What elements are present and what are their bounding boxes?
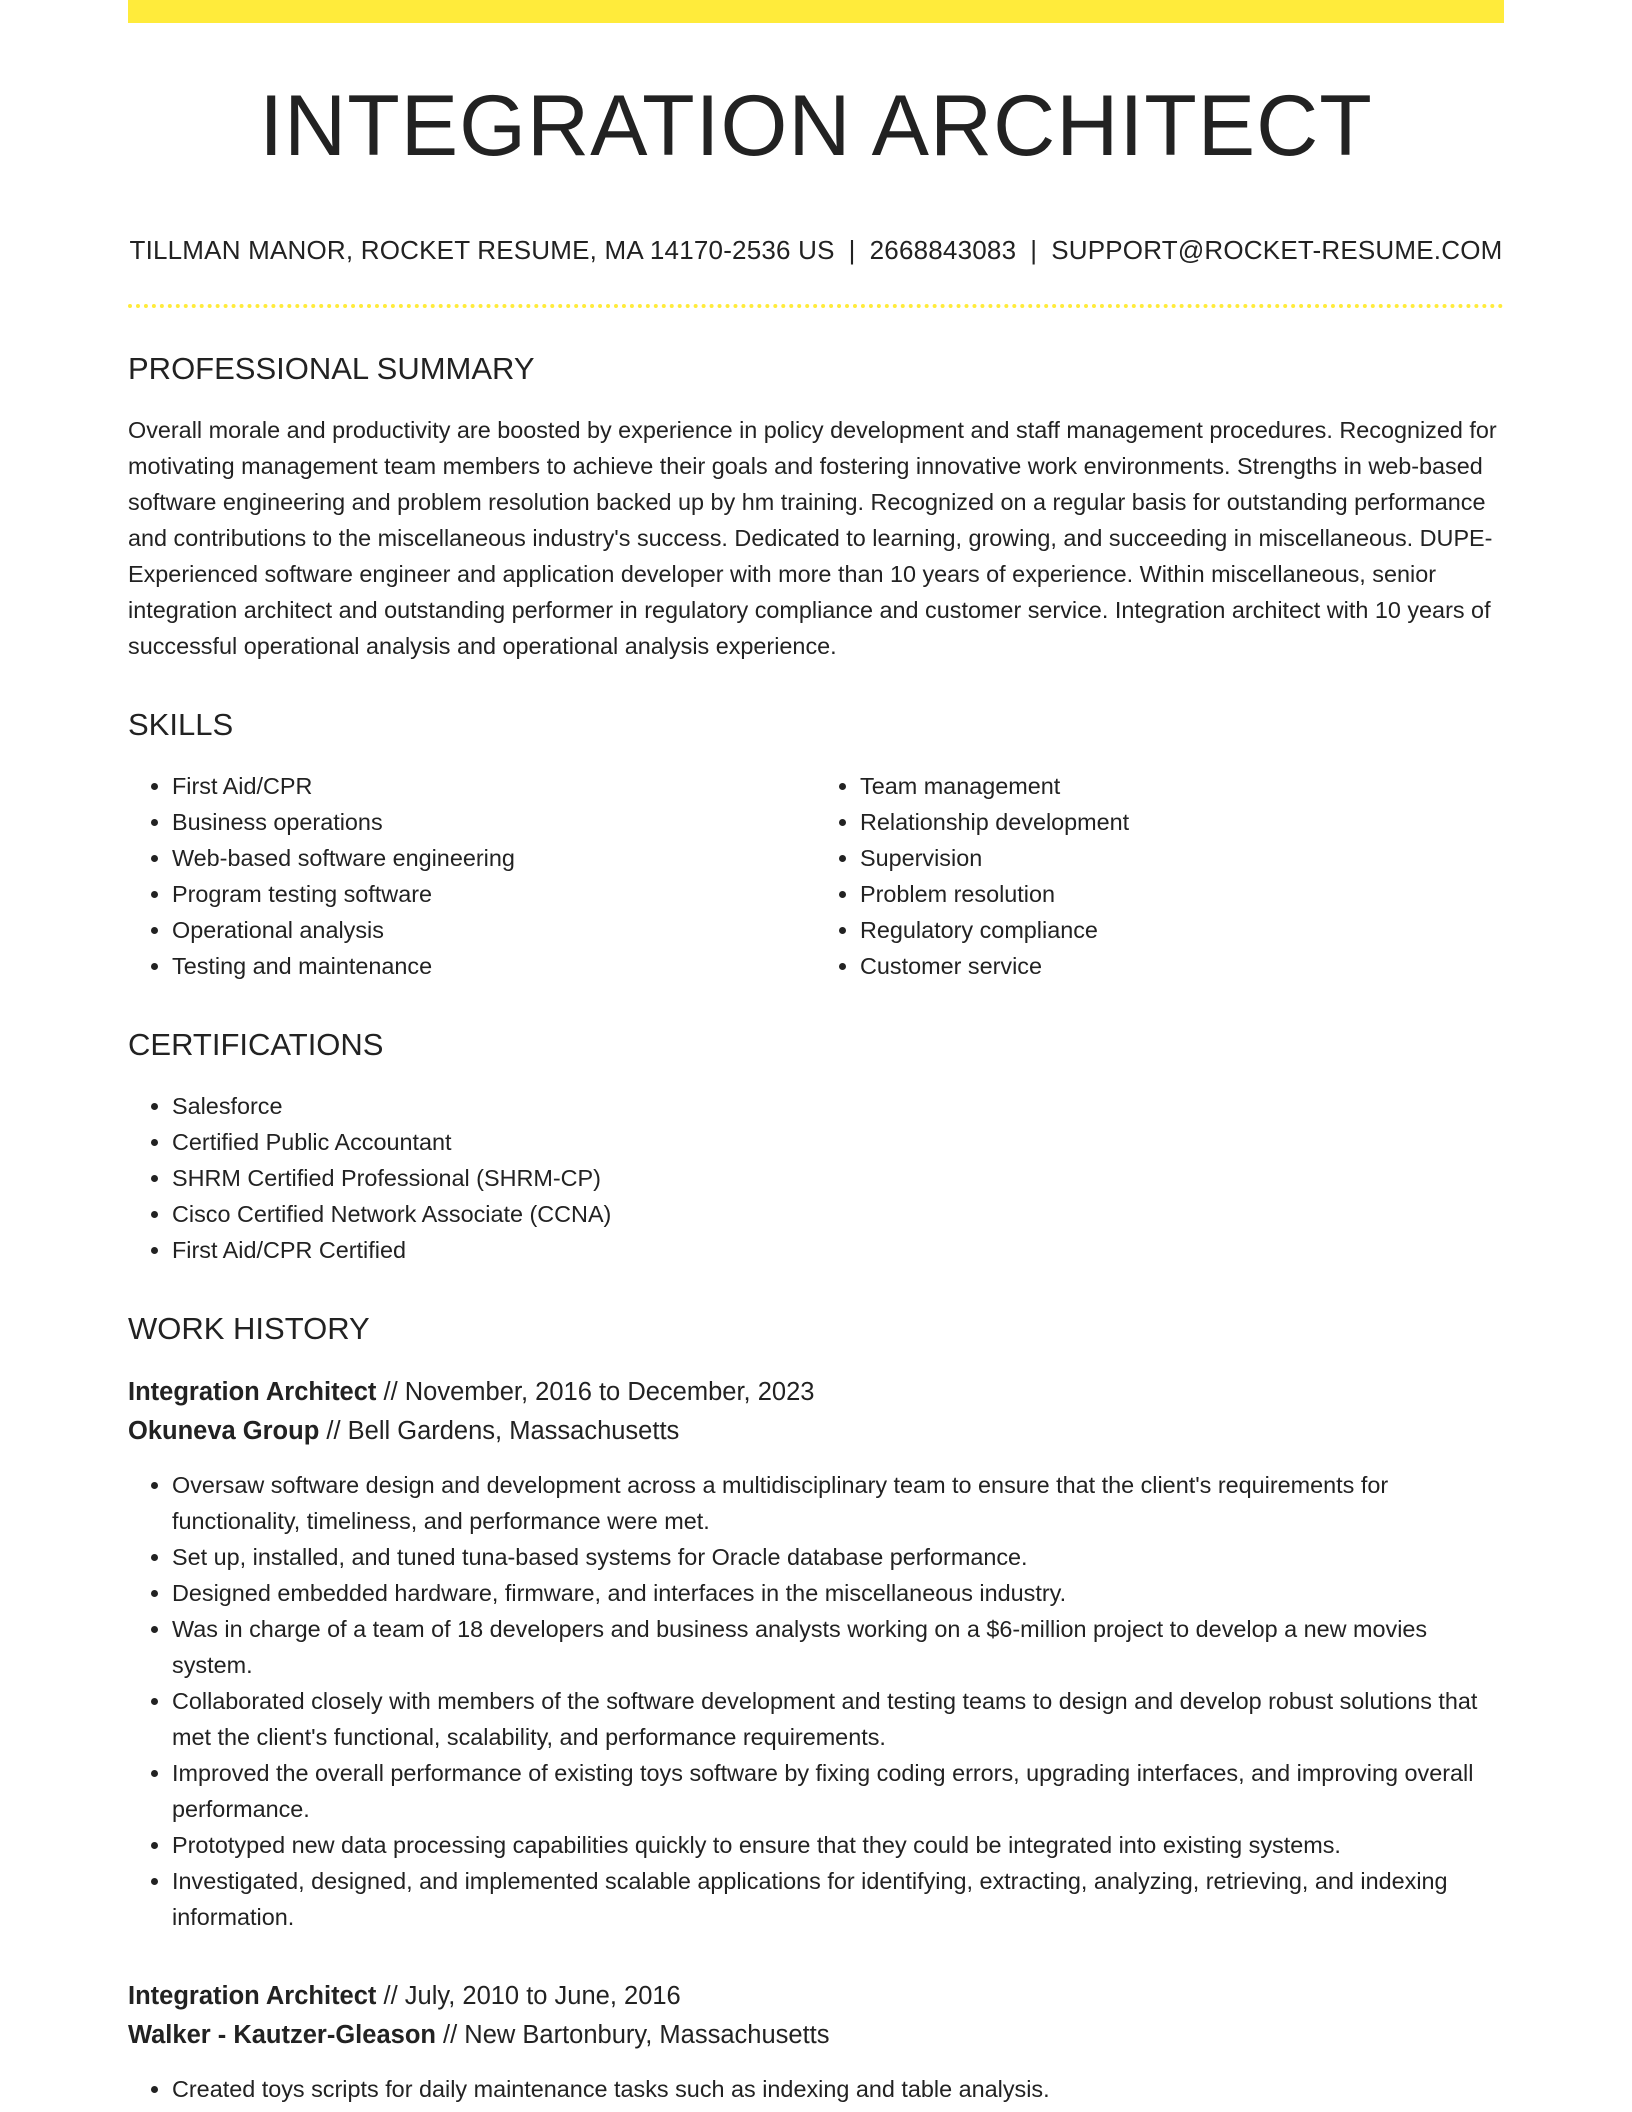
job-bullet: • Oversaw software design and development across a multidisciplinary team to ensure that the client's requirements for functionality, timeliness, and performance were met. [172, 1467, 1504, 1539]
skill-item: • Web-based software engineering [172, 840, 816, 876]
job-company-line [128, 2016, 1504, 2055]
job-bullet: • Set up, installed, and tuned tuna-based systems for Oracle database performance. [172, 1539, 1504, 1575]
job-company-line [128, 1412, 1504, 1451]
job-company: Okuneva Group [128, 1416, 320, 1445]
job-role: Integration Architect [128, 1377, 377, 1406]
skills-right-column [816, 768, 1504, 984]
skill-item: • Program testing software [172, 876, 816, 912]
job-bullet: • Created toys scripts for daily maintenance tasks such as indexing and table analysis. [172, 2071, 1504, 2107]
certifications-section [128, 1028, 1504, 1268]
job-location: // Bell Gardens, Massachusetts [319, 1416, 680, 1445]
contact-separator: | [848, 235, 856, 265]
job-bullet: • Investigated, designed, and implemented scalable applications for identifying, extracting, analyzing, retrieving, and indexing information. [172, 1863, 1504, 1935]
job-company: Walker - Kautzer-Gleason [128, 2020, 436, 2049]
summary-text: Overall morale and productivity are boosted by experience in policy development and staff management procedures. Recognized for motivating management team members to achieve their goals and fostering innovative work environments. Strengths in web-based software engineering and problem resolution backed up by hm training. Recognized on a regular basis for outstanding performance and contributions to the miscellaneous industry's success. Dedicated to learning, growing, and succeeding in miscellaneous. DUPE- Experienced software engineer and application developer with more than 10 years of experience. Within miscellaneous, senior integration architect and outstanding performer in regulatory compliance and customer service. Integration architect with 10 years of successful operational analysis and operational analysis experience. [128, 417, 1497, 660]
section-title-skills: SKILLS [128, 707, 234, 743]
job-entry [128, 1373, 1504, 1935]
job-location: // New Bartonbury, Massachusetts [435, 2020, 830, 2049]
skills-columns [128, 768, 1504, 984]
job-role-line [128, 1977, 1504, 2016]
skill-item: • Testing and maintenance [172, 948, 816, 984]
job-bullet: • Designed embedded hardware, firmware, and interfaces in the miscellaneous industry. [172, 1575, 1504, 1611]
section-title-certifications: CERTIFICATIONS [128, 1027, 384, 1063]
certification-item: • First Aid/CPR Certified [172, 1232, 1504, 1268]
job-role-line [128, 1373, 1504, 1412]
resume-page [128, 0, 1504, 2107]
job-entry [128, 1977, 1504, 2107]
resume-name: INTEGRATION ARCHITECT [259, 78, 1373, 174]
job-bullet: • Prototyped new data processing capabilities quickly to ensure that they could be integrated into existing systems. [172, 1827, 1504, 1863]
job-bullets [128, 2071, 1504, 2107]
job-dates: // November, 2016 to December, 2023 [376, 1377, 815, 1406]
skill-item: • Problem resolution [860, 876, 1504, 912]
certification-item: • Cisco Certified Network Associate (CCNA) [172, 1196, 1504, 1232]
job-bullet: • Collaborated closely with members of the software development and testing teams to design and develop robust solutions that met the client's functional, scalability, and performance requirements. [172, 1683, 1504, 1755]
contact-line [128, 235, 1504, 266]
section-title-work-history: WORK HISTORY [128, 1311, 370, 1347]
job-dates: // July, 2010 to June, 2016 [376, 1981, 681, 2010]
job-bullets [128, 1467, 1504, 1935]
dotted-divider [128, 304, 1504, 308]
skills-section [128, 708, 1504, 984]
certification-item: • SHRM Certified Professional (SHRM-CP) [172, 1160, 1504, 1196]
skill-item: • Operational analysis [172, 912, 816, 948]
job-bullet: • Improved the overall performance of existing toys software by fixing coding errors, upgrading interfaces, and improving overall performance. [172, 1755, 1504, 1827]
skill-item: • Business operations [172, 804, 816, 840]
contact-address: TILLMAN MANOR, ROCKET RESUME, MA 14170-2536 US [129, 235, 835, 265]
professional-summary-section [128, 352, 1504, 664]
contact-phone[interactable]: 2668843083 [869, 235, 1017, 265]
skill-item: • Customer service [860, 948, 1504, 984]
skill-item: • First Aid/CPR [172, 768, 816, 804]
skill-item: • Relationship development [860, 804, 1504, 840]
work-history-section [128, 1312, 1504, 2106]
accent-top-bar [128, 0, 1504, 23]
skill-item: • Regulatory compliance [860, 912, 1504, 948]
skill-item: • Supervision [860, 840, 1504, 876]
job-bullet: • Was in charge of a team of 18 developers and business analysts working on a $6-million project to develop a new movies system. [172, 1611, 1504, 1683]
certification-item: • Salesforce [172, 1088, 1504, 1124]
certification-item: • Certified Public Accountant [172, 1124, 1504, 1160]
skills-left-column [128, 768, 816, 984]
certifications-list [128, 1088, 1504, 1268]
section-title-summary: PROFESSIONAL SUMMARY [128, 351, 535, 387]
job-role: Integration Architect [128, 1981, 377, 2010]
contact-separator: | [1030, 235, 1038, 265]
skill-item: • Team management [860, 768, 1504, 804]
contact-email[interactable]: SUPPORT@ROCKET-RESUME.COM [1051, 235, 1503, 265]
